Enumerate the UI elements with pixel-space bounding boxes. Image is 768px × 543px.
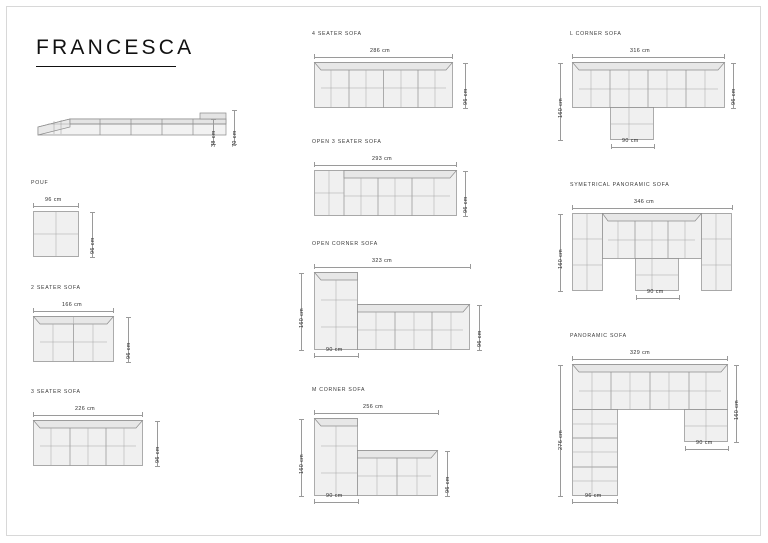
label-l-corner-sofa: L CORNER SOFA [570, 31, 622, 37]
label-3-seater-sofa: 3 SEATER SOFA [31, 389, 81, 395]
diagram-open-corner-sofa [314, 272, 476, 352]
diagram-m-corner-sofa [314, 418, 444, 498]
diagram-pouf-perspective [30, 105, 230, 150]
label-2-seater-sofa: 2 SEATER SOFA [31, 285, 81, 291]
label-symetrical-panoramic-sofa: SYMETRICAL PANORAMIC SOFA [570, 182, 670, 188]
diagram-3-seater-sofa [33, 420, 148, 468]
label-4-seater-sofa: 4 SEATER SOFA [312, 31, 362, 37]
diagram-symetrical-panoramic-sofa [572, 213, 738, 293]
diagram-panoramic-sofa [572, 364, 734, 504]
title-underline [36, 66, 176, 67]
label-panoramic-sofa: PANORAMIC SOFA [570, 333, 627, 339]
label-open-corner-sofa: OPEN CORNER SOFA [312, 241, 378, 247]
page-title: FRANCESCA [36, 36, 195, 59]
label-pouf: POUF [31, 180, 49, 186]
diagram-2-seater-sofa [33, 316, 119, 364]
label-open-3-seater-sofa: OPEN 3 SEATER SOFA [312, 139, 382, 145]
diagram-pouf [33, 211, 81, 259]
diagram-4-seater-sofa [314, 62, 458, 110]
spec-sheet: FRANCESCA 38 cm 70 cm POUF 96 cm 96 cm 2 SEATER SOFA 166 cm 96 cm 3 SEATER SOFA 226 cm 96 cm 4 SEATER SOFA 286 cm 96 cm OPEN 3 SEATER SOFA 293 cm 96 cm OPEN CORNER SOFA 323 cm 160 cm 96 cm 90 cm M CORNER SOFA 256 cm 160 cm 96 cm 90 cm L CORNER SOFA 316 cm 96 cm 160 cm 90 cm SYMETRICAL PANORAMIC SOFA 346 cm 160 cm 90 cm PANORAMIC SOFA 329 cm 160 cm 276 cm 90 cm 96 cm [0, 0, 768, 543]
diagram-open-3-seater-sofa [314, 170, 462, 218]
label-m-corner-sofa: M CORNER SOFA [312, 387, 366, 393]
diagram-l-corner-sofa [572, 62, 730, 142]
